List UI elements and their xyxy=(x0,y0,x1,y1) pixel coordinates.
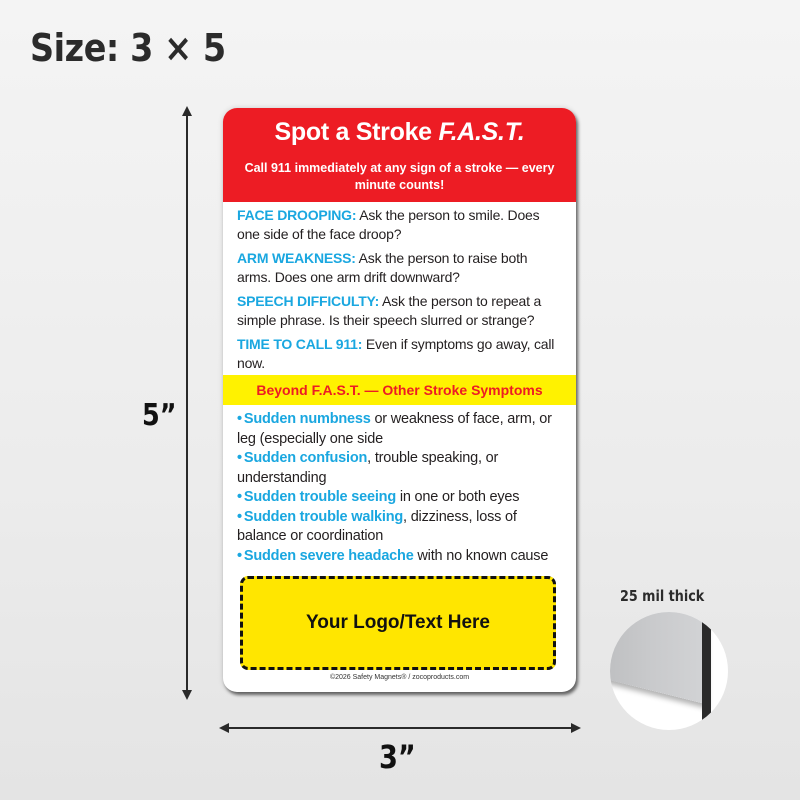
fast-item-face xyxy=(237,206,564,244)
fast-item-arm xyxy=(237,249,564,287)
fast-item-time xyxy=(237,335,564,373)
bullet-item xyxy=(237,488,566,508)
bullet-item xyxy=(237,547,566,567)
bullet-item xyxy=(237,410,566,449)
arrow-down-icon xyxy=(182,690,192,700)
card-subtitle: Call 911 immediately at any sign of a stroke — every minute counts! xyxy=(244,161,555,192)
bullet-text: with no known cause xyxy=(413,547,549,564)
fast-list xyxy=(237,206,564,378)
bullet-item xyxy=(237,508,566,547)
width-label: 3” xyxy=(379,738,416,776)
bullet-item xyxy=(237,449,566,488)
width-dimension-line xyxy=(225,727,575,729)
logo-placeholder xyxy=(240,576,556,670)
height-label: 5” xyxy=(142,398,177,433)
bullet-key: Sudden severe headache xyxy=(243,547,414,564)
arrow-left-icon xyxy=(219,723,229,733)
size-heading: Size: 3 × 5 xyxy=(30,26,226,70)
fast-text: Ask the person to raise both arms. Does one arm drift downward? xyxy=(237,250,528,285)
stroke-magnet-card xyxy=(223,108,576,692)
card-title-plain: Spot a Stroke xyxy=(274,118,439,146)
fast-key: ARM WEAKNESS: xyxy=(237,250,356,266)
thickness-label: 25 mil thick xyxy=(620,587,705,605)
bullet-icon: • xyxy=(237,450,242,466)
other-symptoms-band: Beyond F.A.S.T. — Other Stroke Symptoms xyxy=(223,375,576,405)
bullet-icon: • xyxy=(237,411,242,427)
fast-key: TIME TO CALL 911: xyxy=(237,336,363,352)
magnet-sheet-image xyxy=(610,612,705,704)
fast-key: FACE DROOPING: xyxy=(237,207,357,223)
bullet-key: Sudden numbness xyxy=(243,411,371,427)
fast-text: Ask the person to smile. Does one side of the face droop? xyxy=(237,207,540,242)
arrow-right-icon xyxy=(571,723,581,733)
fast-text: Ask the person to repeat a simple phrase. Is their speech slurred or strange? xyxy=(237,293,542,328)
card-title-fast: F.A.S.T. xyxy=(438,118,525,146)
bullet-text: , dizziness, loss of balance or coordination xyxy=(237,508,517,544)
thickness-swatch xyxy=(610,612,728,730)
bullet-key: Sudden trouble walking xyxy=(243,508,404,525)
card-header xyxy=(223,108,576,202)
height-dimension-line xyxy=(186,112,188,694)
logo-placeholder-text: Your Logo/Text Here xyxy=(305,612,491,633)
magnet-edge-image xyxy=(702,612,711,720)
bullet-icon: • xyxy=(237,508,242,525)
bullet-text: or weakness of face, arm, or leg (especially one side xyxy=(237,411,552,447)
symptom-bullets xyxy=(237,410,566,566)
fast-item-speech xyxy=(237,292,564,330)
bullet-key: Sudden trouble seeing xyxy=(243,489,396,505)
arrow-up-icon xyxy=(182,106,192,116)
bullet-icon: • xyxy=(237,489,242,505)
bullet-text: in one or both eyes xyxy=(395,489,520,505)
fast-text: Even if symptoms go away, call now. xyxy=(237,336,555,371)
card-footer: ©2026 Safety Magnets® / zocoproducts.com xyxy=(329,674,470,681)
bullet-text: , trouble speaking, or understanding xyxy=(237,450,499,486)
bullet-key: Sudden confusion xyxy=(243,450,368,466)
card-title xyxy=(223,118,576,147)
fast-key: SPEECH DIFFICULTY: xyxy=(237,293,380,309)
bullet-icon: • xyxy=(237,547,242,564)
